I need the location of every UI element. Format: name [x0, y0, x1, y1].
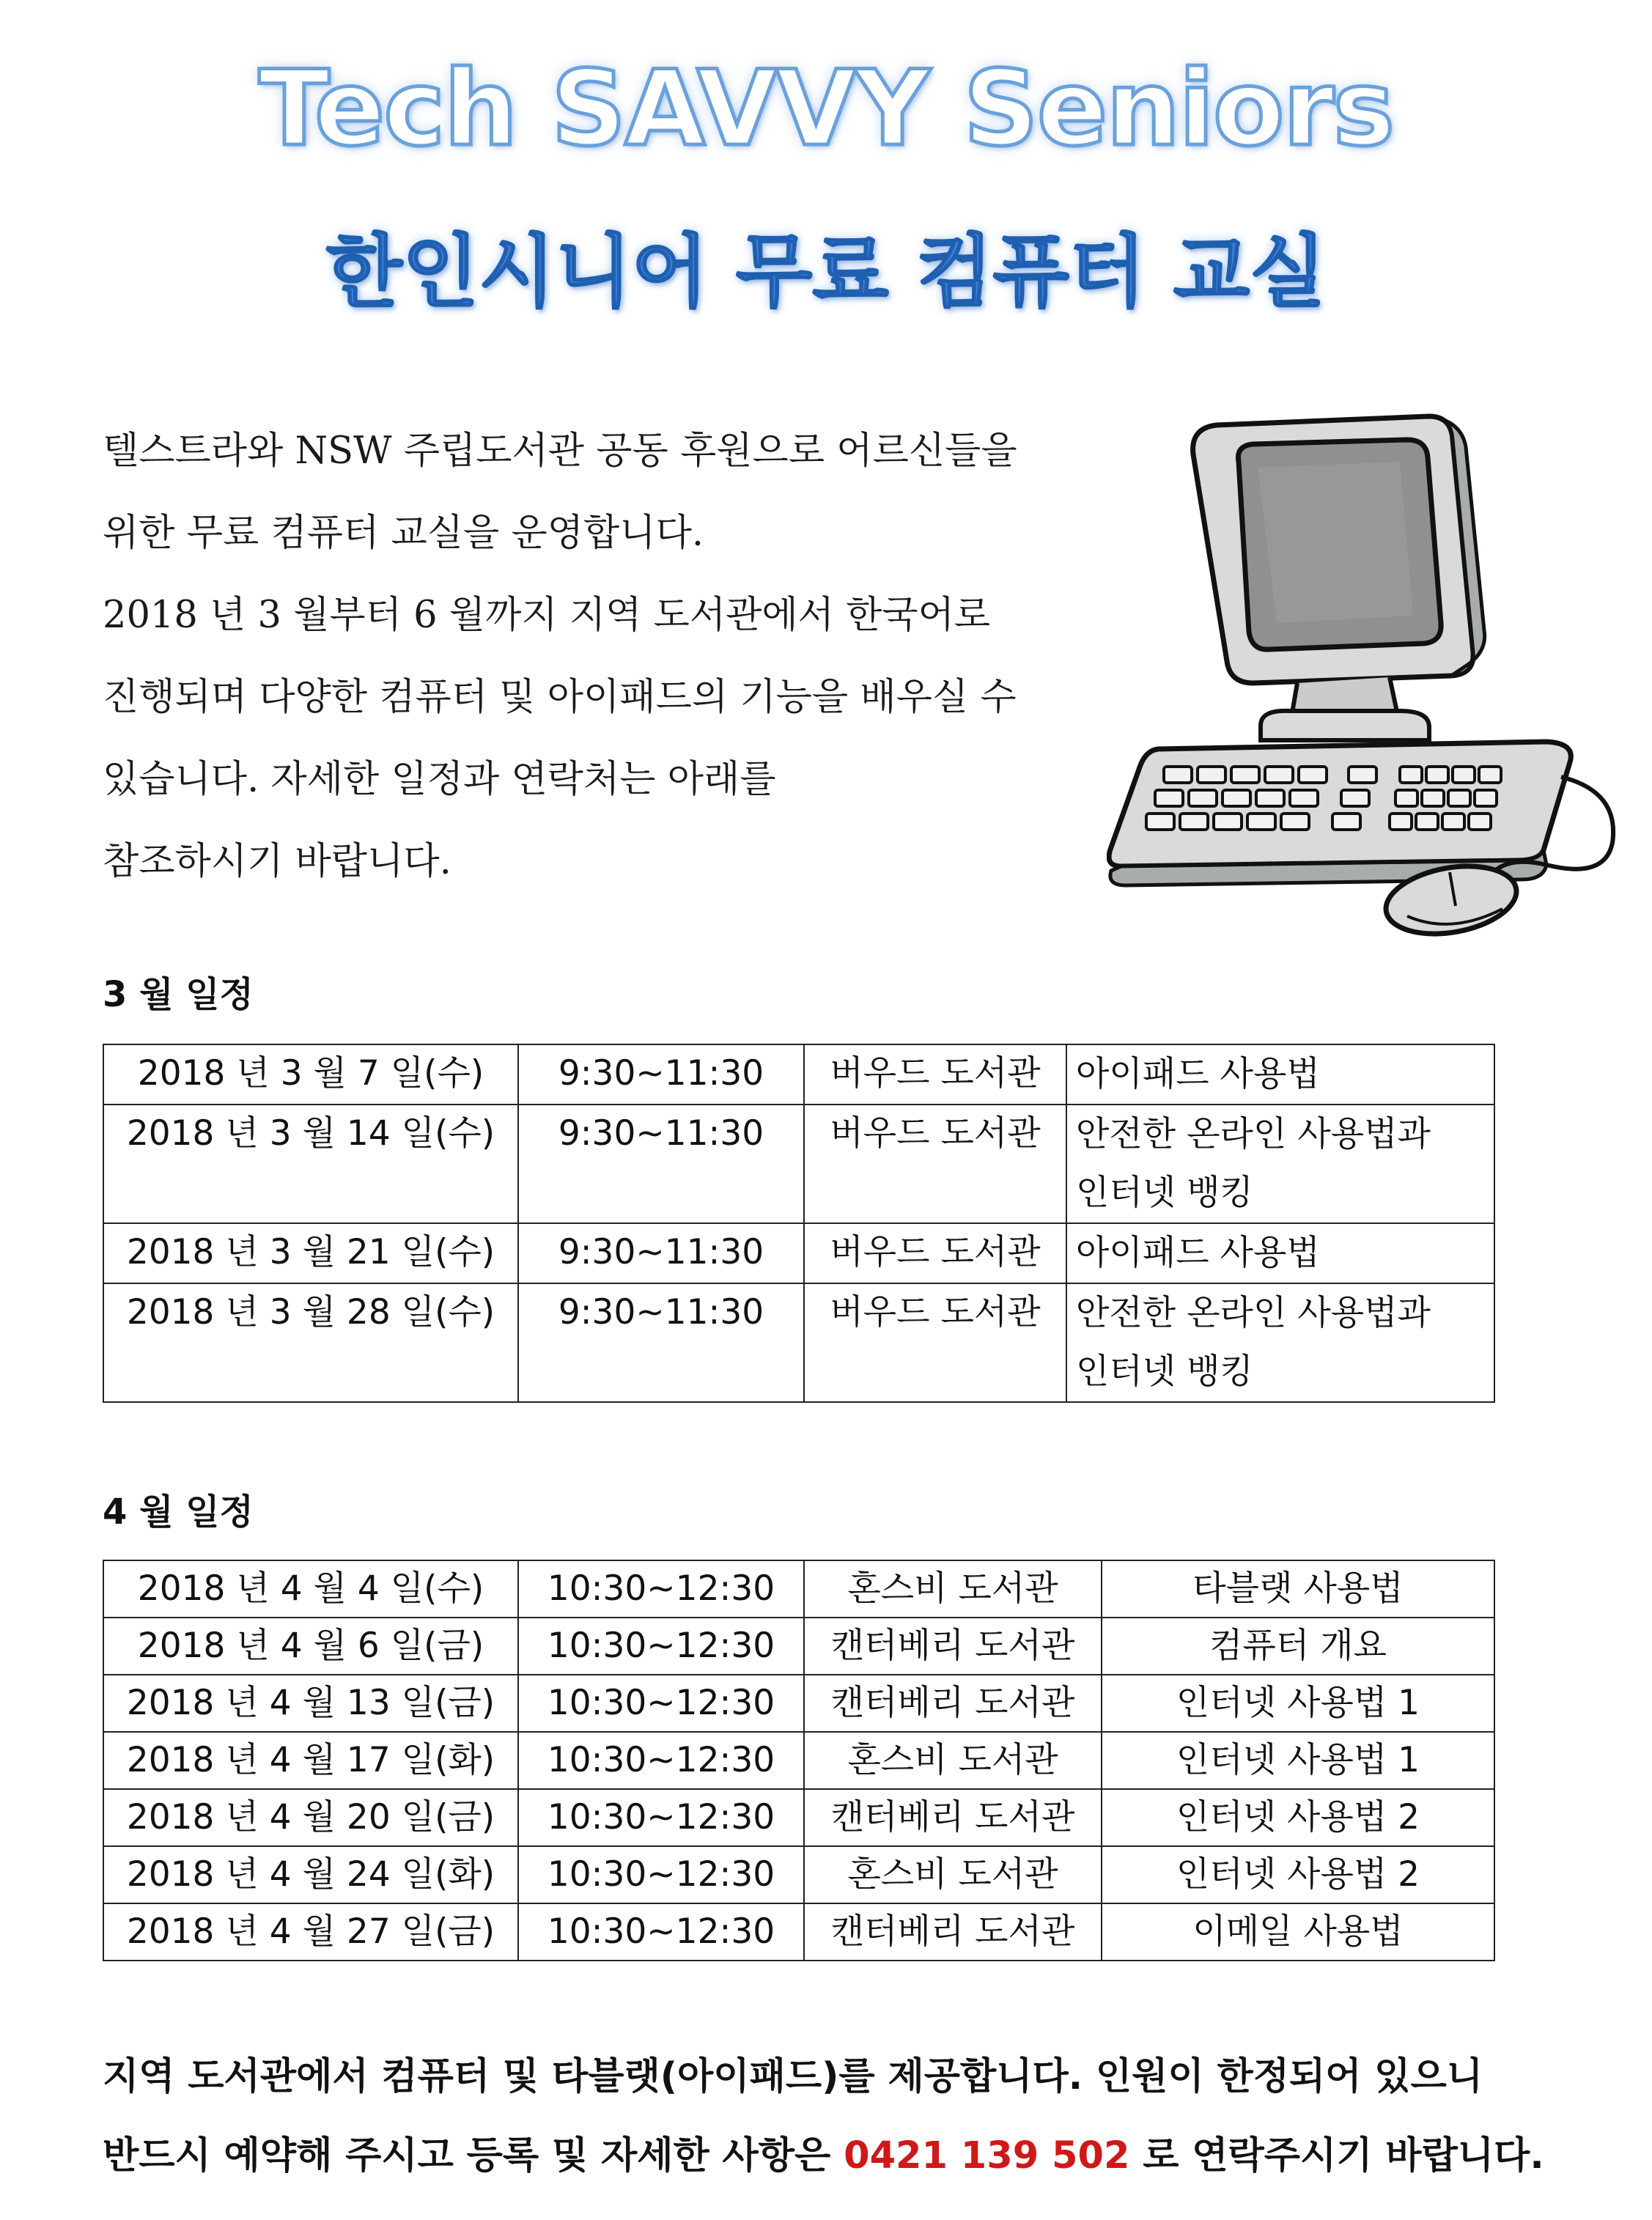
topic-line: 안전한 온라인 사용법과: [1076, 1293, 1431, 1333]
topic-cell: 인터넷 사용법 1: [1102, 1732, 1494, 1789]
footer-text: 반드시 예약해 주시고 등록 및 자세한 사항은: [103, 2134, 844, 2177]
march-heading: 3 월 일정: [103, 974, 254, 1015]
time-cell: 10:30~12:30: [518, 1903, 804, 1961]
footer-line-1: 지역 도서관에서 컴퓨터 및 타블랫(아이패드)를 제공합니다. 인원이 한정되어 있으니: [103, 2055, 1483, 2098]
date-cell: 2018 년 4 월 13 일(금): [103, 1675, 518, 1732]
intro-line: 진행되며 다양한 컴퓨터 및 아이패드의 기능을 배우실 수: [103, 676, 1017, 719]
table-row: [103, 1903, 1494, 1961]
place-cell: 캔터베리 도서관: [804, 1618, 1102, 1675]
table-row: [103, 1283, 1494, 1402]
title-ko: 한인시니어 무료 컴퓨터 교실: [325, 226, 1327, 318]
topic-cell: 인터넷 사용법 1: [1102, 1675, 1494, 1732]
place-cell: 혼스비 도서관: [804, 1732, 1102, 1789]
topic-cell: 타블랫 사용법: [1102, 1560, 1494, 1618]
title-en: Tech SAVVY Seniors: [258, 48, 1394, 169]
table-row: [103, 1223, 1494, 1283]
topic-line: 아이패드 사용법: [1076, 1054, 1320, 1094]
date-cell: 2018 년 3 월 7 일(수): [103, 1044, 518, 1105]
table-row: [103, 1044, 1494, 1105]
topic-line: 안전한 온라인 사용법과: [1076, 1114, 1431, 1154]
april-heading: 4 월 일정: [103, 1491, 254, 1533]
time-cell: 10:30~12:30: [518, 1618, 804, 1675]
place-cell: 혼스비 도서관: [804, 1560, 1102, 1618]
date-cell: 2018 년 4 월 4 일(수): [103, 1560, 518, 1618]
time-cell: 10:30~12:30: [518, 1560, 804, 1618]
topic-cell: [1066, 1044, 1494, 1105]
date-cell: 2018 년 4 월 27 일(금): [103, 1903, 518, 1961]
intro-line: 참조하시기 바랍니다.: [103, 840, 451, 883]
date-cell: 2018 년 3 월 28 일(수): [103, 1283, 518, 1402]
date-cell: 2018 년 3 월 14 일(수): [103, 1105, 518, 1223]
march-schedule-table: [103, 1044, 1495, 1403]
table-row: [103, 1846, 1494, 1903]
place-cell: 혼스비 도서관: [804, 1846, 1102, 1903]
date-cell: 2018 년 4 월 17 일(화): [103, 1732, 518, 1789]
intro-line: 텔스트라와 NSW 주립도서관 공동 후원으로 어르신들을: [103, 429, 1017, 473]
place-cell: 버우드 도서관: [804, 1283, 1066, 1402]
table-row: [103, 1789, 1494, 1846]
time-cell: 10:30~12:30: [518, 1789, 804, 1846]
table-row: [103, 1675, 1494, 1732]
table-row: [103, 1560, 1494, 1618]
place-cell: 캔터베리 도서관: [804, 1789, 1102, 1846]
footer-text: 로 연락주시기 바랍니다.: [1129, 2134, 1544, 2177]
time-cell: 10:30~12:30: [518, 1732, 804, 1789]
time-cell: 10:30~12:30: [518, 1846, 804, 1903]
place-cell: 버우드 도서관: [804, 1105, 1066, 1223]
desktop-computer-icon: [1107, 410, 1620, 938]
topic-cell: [1066, 1223, 1494, 1283]
topic-cell: [1066, 1283, 1494, 1402]
april-schedule-table: [103, 1560, 1495, 1961]
intro-line: 있습니다. 자세한 일정과 연락처는 아래를: [103, 758, 776, 801]
date-cell: 2018 년 3 월 21 일(수): [103, 1223, 518, 1283]
date-cell: 2018 년 4 월 6 일(금): [103, 1618, 518, 1675]
intro-line: 2018 년 3 월부터 6 월까지 지역 도서관에서 한국어로: [103, 594, 991, 637]
intro-paragraph: [103, 410, 1114, 903]
footer-line-2: [103, 2117, 1561, 2196]
time-cell: 9:30~11:30: [518, 1044, 804, 1105]
topic-cell: 이메일 사용법: [1102, 1903, 1494, 1961]
place-cell: 버우드 도서관: [804, 1044, 1066, 1105]
footer-note: [103, 2038, 1561, 2196]
topic-cell: 인터넷 사용법 2: [1102, 1846, 1494, 1903]
date-cell: 2018 년 4 월 24 일(화): [103, 1846, 518, 1903]
topic-line: 인터넷 뱅킹: [1076, 1173, 1253, 1213]
table-row: [103, 1105, 1494, 1223]
topic-line: 아이패드 사용법: [1076, 1233, 1320, 1273]
time-cell: 9:30~11:30: [518, 1105, 804, 1223]
topic-cell: [1066, 1105, 1494, 1223]
date-cell: 2018 년 4 월 20 일(금): [103, 1789, 518, 1846]
place-cell: 버우드 도서관: [804, 1223, 1066, 1283]
place-cell: 캔터베리 도서관: [804, 1903, 1102, 1961]
phone-number: 0421 139 502: [844, 2134, 1130, 2177]
table-row: [103, 1618, 1494, 1675]
topic-line: 인터넷 뱅킹: [1076, 1351, 1253, 1392]
time-cell: 9:30~11:30: [518, 1283, 804, 1402]
table-row: [103, 1732, 1494, 1789]
time-cell: 10:30~12:30: [518, 1675, 804, 1732]
place-cell: 캔터베리 도서관: [804, 1675, 1102, 1732]
time-cell: 9:30~11:30: [518, 1223, 804, 1283]
intro-line: 위한 무료 컴퓨터 교실을 운영합니다.: [103, 512, 704, 555]
topic-cell: 컴퓨터 개요: [1102, 1618, 1494, 1675]
topic-cell: 인터넷 사용법 2: [1102, 1789, 1494, 1846]
